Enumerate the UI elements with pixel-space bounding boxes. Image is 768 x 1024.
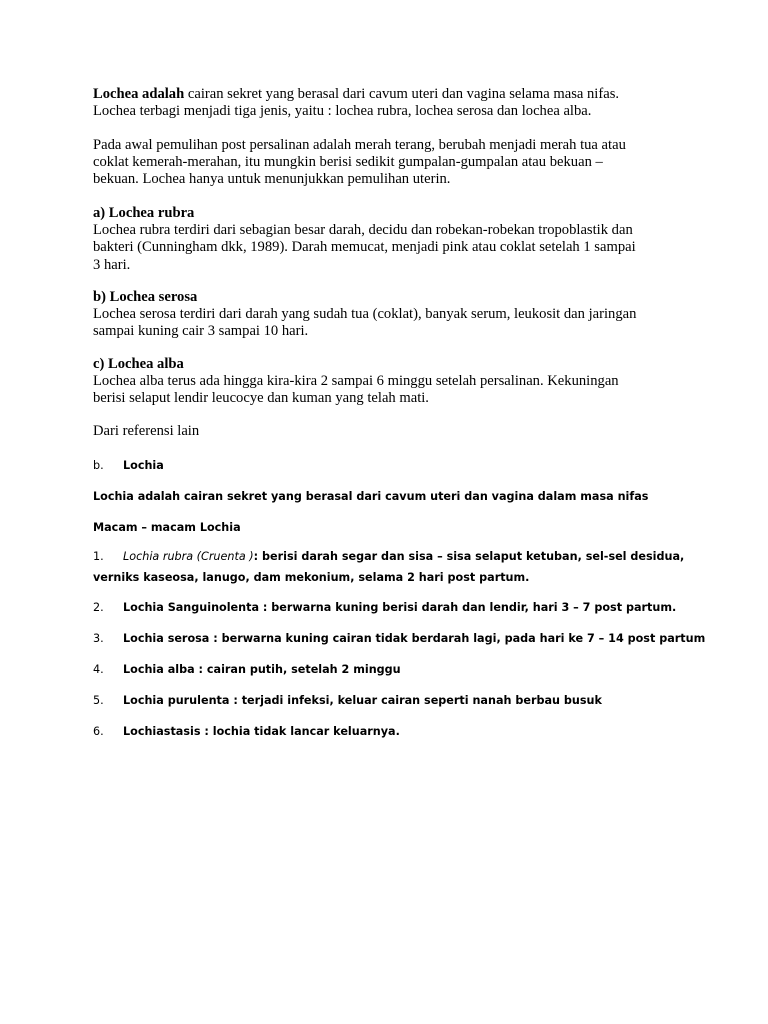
section-b-heading bbox=[93, 456, 693, 475]
rubra-heading bbox=[93, 205, 683, 222]
list-item-text: Lochia Sanguinolenta : berwarna kuning berisi darah dan lendir, hari 3 – 7 post partum. bbox=[123, 601, 677, 614]
list-item-continuation: verniks kaseosa, lanugo, dam mekonium, selama 2 hari post partum. bbox=[93, 571, 530, 584]
list-item bbox=[93, 722, 693, 741]
list-item-number: 4. bbox=[93, 663, 104, 676]
list-item-number: 3. bbox=[93, 632, 104, 645]
alba-line-1: Lochea alba terus ada hingga kira-kira 2 sampai 6 minggu setelah persalinan. Kekuningan bbox=[93, 373, 619, 390]
list-item-italic: Lochia rubra (Cruenta ) bbox=[123, 550, 254, 563]
rubra-heading-text: a) Lochea rubra bbox=[93, 205, 195, 221]
list-item bbox=[93, 691, 693, 710]
serosa-section bbox=[93, 289, 683, 341]
alba-heading-text: c) Lochea alba bbox=[93, 356, 184, 372]
section-b-title: Lochia bbox=[123, 459, 164, 472]
recovery-line-3: bekuan. Lochea hanya untuk menunjukkan pemulihan uterin. bbox=[93, 171, 451, 188]
lochia-definition: Lochia adalah cairan sekret yang berasal dari cavum uteri dan vagina dalam masa nifas bbox=[93, 490, 649, 503]
list-item bbox=[93, 660, 693, 679]
rubra-line-1: Lochea rubra terdiri dari sebagian besar darah, decidu dan robekan-robekan tropoblastik dan bbox=[93, 222, 633, 239]
recovery-line-1: Pada awal pemulihan post persalinan adalah merah terang, berubah menjadi merah tua atau bbox=[93, 137, 626, 153]
section-b-marker: b. bbox=[93, 459, 104, 472]
recovery-line-2: coklat kemerah-merahan, itu mungkin berisi sedikit gumpalan-gumpalan atau bekuan – bbox=[93, 154, 603, 171]
list-item-text: Lochia alba : cairan putih, setelah 2 minggu bbox=[123, 663, 401, 676]
intro-term: Lochea adalah bbox=[93, 86, 185, 102]
intro-line-1 bbox=[93, 86, 683, 103]
intro-line-2: Lochea terbagi menjadi tiga jenis, yaitu : lochea rubra, lochea serosa dan lochea alba. bbox=[93, 103, 592, 120]
list-item-number: 6. bbox=[93, 725, 104, 738]
list-item-number: 5. bbox=[93, 694, 104, 707]
alba-line-2: berisi selaput lendir leucocye dan kuman yang telah mati. bbox=[93, 390, 429, 407]
serosa-heading bbox=[93, 289, 683, 306]
recovery-paragraph bbox=[93, 137, 683, 189]
serosa-line-2: sampai kuning cair 3 sampai 10 hari. bbox=[93, 323, 309, 340]
list-item-text: Lochia purulenta : terjadi infeksi, keluar cairan seperti nanah berbau busuk bbox=[123, 694, 602, 707]
types-heading: Macam – macam Lochia bbox=[93, 521, 241, 534]
alba-section bbox=[93, 356, 683, 408]
rubra-line-2: bakteri (Cunningham dkk, 1989). Darah memucat, menjadi pink atau coklat setelah 1 sampai bbox=[93, 239, 636, 256]
list-item-text: : berisi darah segar dan sisa – sisa selaput ketuban, sel-sel desidua, bbox=[253, 550, 685, 563]
rubra-line-3: 3 hari. bbox=[93, 256, 131, 273]
intro-paragraph bbox=[93, 86, 683, 120]
reference-label-text: Dari referensi lain bbox=[93, 423, 200, 439]
list-item-text: Lochia serosa : berwarna kuning cairan tidak berdarah lagi, pada hari ke 7 – 14 post partum bbox=[123, 632, 706, 645]
list-item bbox=[93, 629, 706, 648]
intro-line-1-text: cairan sekret yang berasal dari cavum uteri dan vagina selama masa nifas. bbox=[184, 86, 620, 102]
serosa-line-1: Lochea serosa terdiri dari darah yang sudah tua (coklat), banyak serum, leukosit dan jaringan bbox=[93, 306, 637, 323]
alba-heading bbox=[93, 356, 683, 373]
list-item bbox=[93, 547, 693, 566]
serosa-heading-text: b) Lochea serosa bbox=[93, 289, 198, 305]
rubra-section bbox=[93, 205, 683, 274]
list-item-number: 1. bbox=[93, 550, 104, 563]
list-item-number: 2. bbox=[93, 601, 104, 614]
list-item bbox=[93, 598, 693, 617]
reference-label bbox=[93, 423, 683, 440]
list-item-text: Lochiastasis : lochia tidak lancar keluarnya. bbox=[123, 725, 400, 738]
